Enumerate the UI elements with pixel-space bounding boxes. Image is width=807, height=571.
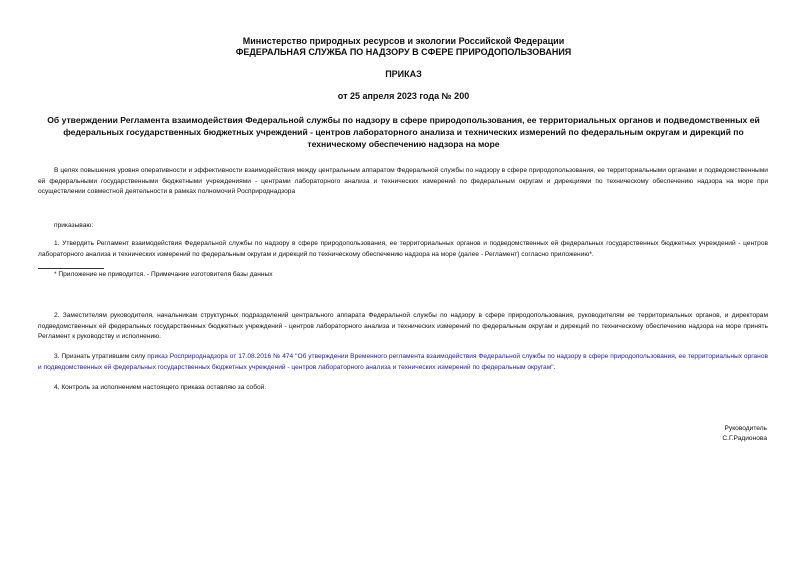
order-word: приказываю: [54, 222, 94, 229]
document-title: Об утверждении Регламента взаимодействия Федеральной службы по надзору в сфере природопользования, ее территориальных органов и подведомственных ей федеральных государственных бюджетных учреждений - центров лабораторного анализа и технических измерений по федеральным округам и дирекций по техническому обеспечению надзора на море [47, 115, 760, 149]
date-number: от 25 апреля 2023 года № 200 [337, 91, 470, 101]
item-3-suffix: . [553, 363, 556, 371]
doc-type: ПРИКАЗ [385, 69, 422, 79]
footnote-text: * Приложение не приводится. - Примечание изготовителя базы данных [54, 271, 273, 278]
item-1-paragraph: 1. Утвердить Регламент взаимодействия Федеральной службы по надзору в сфере природопользования, ее территориальных органов и подведомственных ей федеральных государственных бюджетных учреждений - центров лабораторного анализа и технических измерений по федеральным округам и дирекций по техническому обеспечению надзора на море (далее - Регламент) согласно приложению*. [38, 240, 768, 258]
repealed-order-link[interactable]: приказ Росприроднадзора от 17.08.2016 № 474 "Об утверждении Временного регламента взаимодействия Федеральной службы по надзору в сфере природопользования, ее территориальных органов и подведомственных ей федеральных государственных бюджетных учреждений - центров лабораторного анализа и технических измерений по федеральным округам" [38, 353, 768, 371]
item-3-prefix: 3. Признать утратившим силу [54, 353, 146, 360]
item-4-paragraph: 4. Контроль за исполнением настоящего приказа оставляю за собой. [54, 384, 267, 391]
ministry-name: Министерство природных ресурсов и экологии Российской Федерации [242, 36, 565, 46]
item-3-paragraph [38, 352, 768, 373]
footnote-divider [38, 268, 104, 269]
signatory-name: С.Г.Радионова [722, 435, 767, 442]
service-name: ФЕДЕРАЛЬНАЯ СЛУЖБА ПО НАДЗОРУ В СФЕРЕ ПРИРОДОПОЛЬЗОВАНИЯ [235, 47, 572, 57]
preamble-paragraph: В целях повышения уровня оперативности и эффективности взаимодействия между центральным аппаратом Федеральной службы по надзору в сфере природопользования, ее территориальными органами и подведомственными ей федеральными государственными бюджетными учреждениями - центрами лабораторного анализа и технических измерений по федеральным округам и дирекциями по техническому обеспечению надзора на море при осуществлении совместной деятельности в рамках полномочий Росприроднадзора [38, 167, 768, 196]
signatory-position: Руководитель [724, 425, 767, 432]
item-2-paragraph: 2. Заместителям руководителя, начальникам структурных подразделений центрального аппарата Федеральной службы по надзору в сфере природопользования, руководителям ее территориальных органов, и директорам подведомственных ей федеральных государственных бюджетных учреждений - центров лабораторного анализа и технических измерений по федеральным округам и дирекций по техническому обеспечению надзора на море принять Регламент к руководству и исполнению. [38, 312, 768, 341]
